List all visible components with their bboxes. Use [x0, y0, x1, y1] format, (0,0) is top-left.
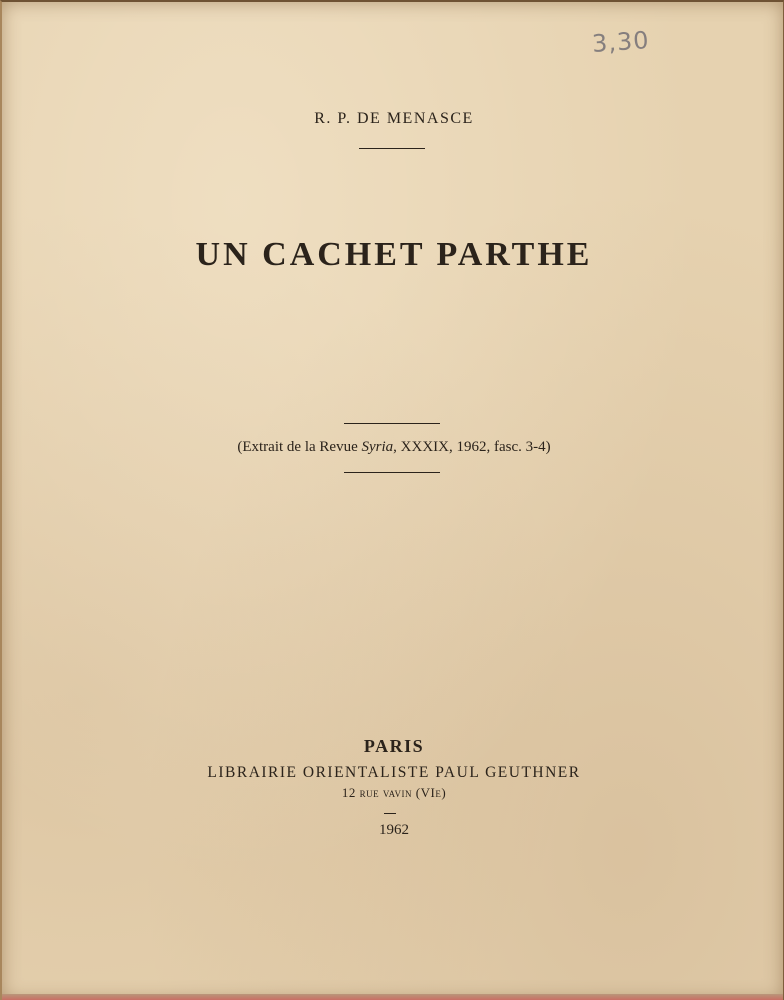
extract-prefix: (Extrait de la Revue [237, 439, 362, 455]
extract-note [2, 439, 784, 456]
extract-divider-top [344, 423, 440, 424]
publisher-address: 12 rue vavin (VIe) [341, 785, 447, 800]
journal-name: Syria [361, 439, 394, 455]
author-divider [359, 148, 425, 149]
year-divider [384, 813, 396, 814]
document-title: UN CACHET PARTHE [195, 236, 593, 273]
publication-year: 1962 [379, 822, 409, 838]
publisher-city: PARIS [363, 736, 425, 756]
handwritten-price-note: 3,30 [591, 26, 651, 58]
page-bottom-edge [2, 994, 783, 1000]
extract-suffix: , XXXIX, 1962, fasc. 3-4) [393, 439, 551, 455]
author-name: R. P. DE MENASCE [314, 110, 474, 127]
publisher-name: LIBRAIRIE ORIENTALISTE PAUL GEUTHNER [207, 764, 581, 781]
extract-divider-bottom [344, 472, 440, 473]
